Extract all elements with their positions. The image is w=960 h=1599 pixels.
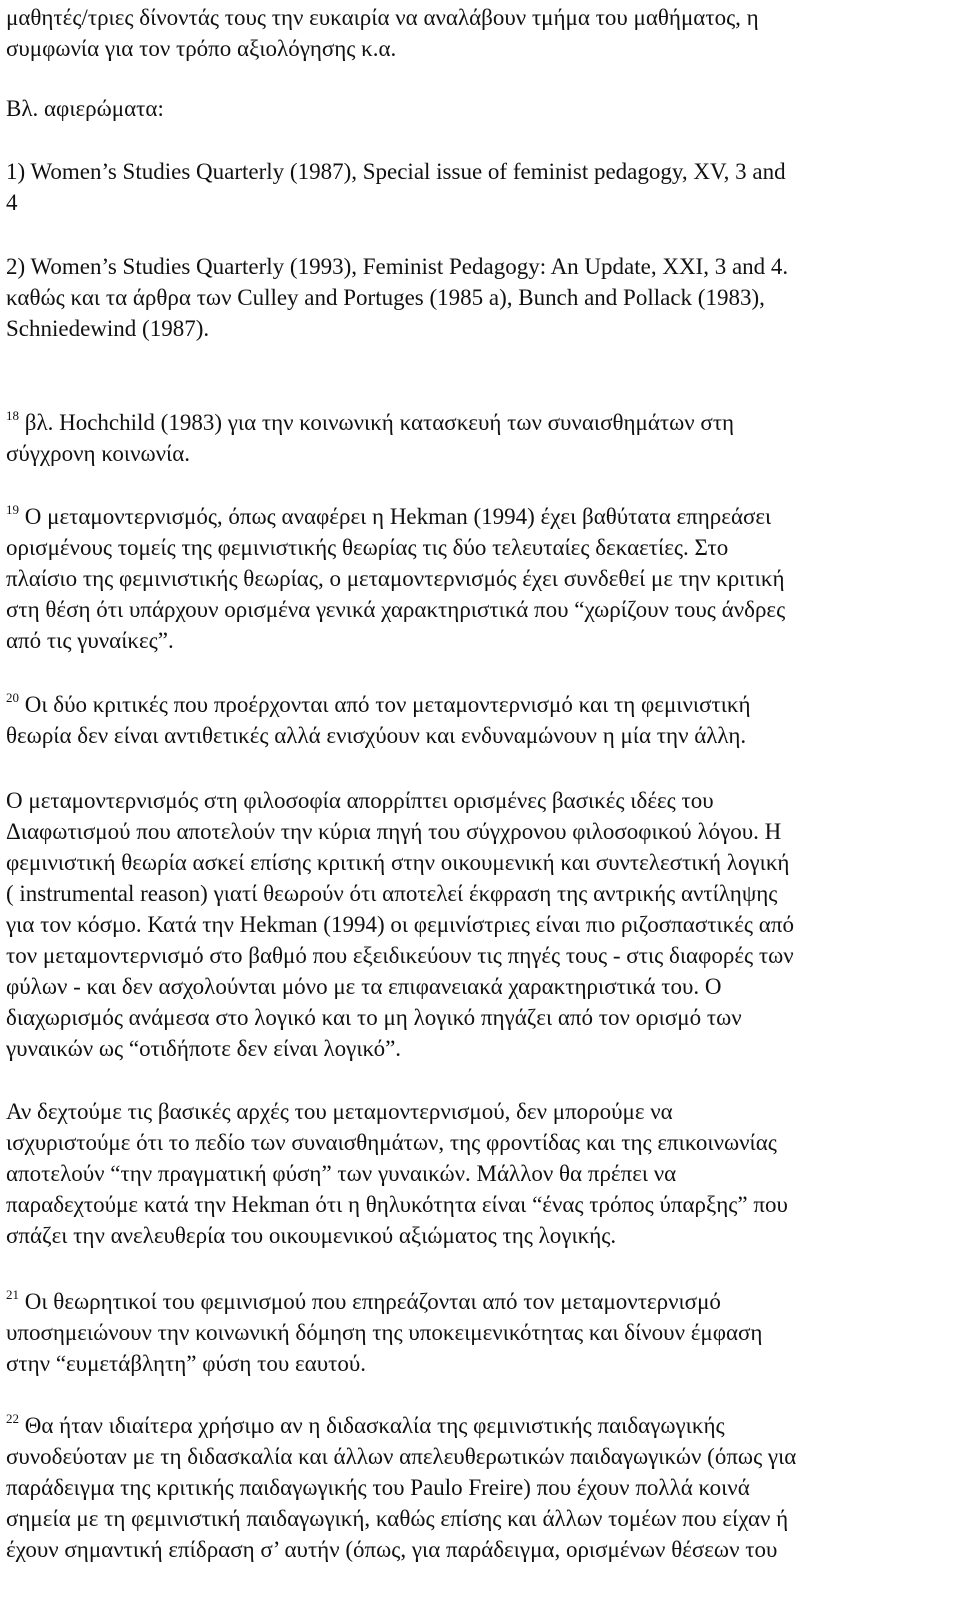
text-line [6, 689, 946, 720]
text-line: ορισμένους τομείς της φεμινιστικής θεωρίας τις δύο τελευταίες δεκαετίες. Στο [6, 535, 729, 560]
footnote-19 [6, 501, 946, 656]
text-line [6, 407, 946, 438]
text-line: συνοδεύοταν με τη διδασκαλία και άλλων απελευθερωτικών παιδαγωγικών (όπως για [6, 1444, 797, 1469]
text-segment: Ο μεταμοντερνισμός, όπως αναφέρει η Hekman (1994) έχει βαθύτατα επηρεάσει [19, 504, 772, 529]
text-line: από τις γυναίκες”. [6, 628, 174, 653]
text-line: αποτελούν “την πραγματική φύση” των γυναικών. Μάλλον θα πρέπει να [6, 1161, 677, 1186]
text-segment: Οι δύο κριτικές που προέρχονται από τον μεταμοντερνισμό και τη φεμινιστική [19, 692, 751, 717]
footnote-18 [6, 407, 946, 469]
text-line: καθώς και τα άρθρα των Culley and Portuges (1985 a), Bunch and Pollack (1983), [6, 285, 765, 310]
text-line: Ο μεταμοντερνισμός στη φιλοσοφία απορρίπτει ορισμένες βασικές ιδέες του [6, 788, 714, 813]
text-line: γυναικών ως “οτιδήποτε δεν είναι λογικό”. [6, 1036, 402, 1061]
footnote-number: 19 [6, 502, 19, 517]
text-line: φεμινιστική θεωρία ασκεί επίσης κριτική στην οικουμενική και συντελεστική λογική [6, 850, 790, 875]
text-line [6, 1286, 946, 1317]
text-line: Αν δεχτούμε τις βασικές αρχές του μεταμοντερνισμού, δεν μπορούμε να [6, 1099, 673, 1124]
text-line: 4 [6, 190, 18, 215]
footnote-number: 21 [6, 1287, 19, 1302]
text-line: 2) Women’s Studies Quarterly (1993), Feminist Pedagogy: An Update, XXI, 3 and 4. [6, 254, 789, 279]
text-line: Schniedewind (1987). [6, 316, 210, 341]
text-line: διαχωρισμός ανάμεσα στο λογικό και το μη λογικό πηγάζει από τον ορισμό των [6, 1005, 742, 1030]
text-line: στη θέση ότι υπάρχουν ορισμένα γενικά χαρακτηριστικά που “χωρίζουν τους άνδρες [6, 597, 786, 622]
text-line: συμφωνία για τον τρόπο αξιολόγησης κ.α. [6, 36, 397, 61]
paragraph-issue-2 [6, 251, 946, 344]
text-line: ( instrumental reason) γιατί θεωρούν ότι αποτελεί έκφραση της αντρικής αντίληψης [6, 881, 778, 906]
text-segment: Θα ήταν ιδιαίτερα χρήσιμο αν η διδασκαλία της φεμινιστικής παιδαγωγικής [19, 1413, 725, 1438]
text-line: 1) Women’s Studies Quarterly (1987), Special issue of feminist pedagogy, XV, 3 and [6, 159, 786, 184]
text-line [6, 1410, 946, 1441]
footnote-20 [6, 689, 946, 751]
text-line: στην “ευμετάβλητη” φύση του εαυτού. [6, 1351, 366, 1376]
paragraph-intro-end [6, 2, 946, 64]
text-line: φύλων - και δεν ασχολούνται μόνο με τα επιφανειακά χαρακτηριστικά του. Ο [6, 974, 722, 999]
text-line: σημεία με τη φεμινιστική παιδαγωγική, καθώς επίσης και άλλων τομέων που είχαν ή [6, 1506, 789, 1531]
paragraph-accept [6, 1096, 946, 1251]
text-segment: Οι θεωρητικοί του φεμινισμού που επηρεάζονται από τον μεταμοντερνισμό [19, 1289, 721, 1314]
text-line: θεωρία δεν είναι αντιθετικές αλλά ενισχύουν και ενδυναμώνουν η μία την άλλη. [6, 723, 747, 748]
text-line: παράδειγμα της κριτικής παιδαγωγικής του Paulo Freire) που έχουν πολλά κοινά [6, 1475, 750, 1500]
text-line: τον μεταμοντερνισμό στο βαθμό που εξειδικεύουν τις πηγές τους - στις διαφορές των [6, 943, 794, 968]
footnote-number: 22 [6, 1411, 19, 1426]
text-line [6, 501, 946, 532]
paragraph-issue-1 [6, 156, 946, 218]
text-line: Βλ. αφιερώματα: [6, 96, 164, 121]
text-line: υποσημειώνουν την κοινωνική δόμηση της υποκειμενικότητας και δίνουν έμφαση [6, 1320, 763, 1345]
text-line: παραδεχτούμε κατά την Hekman ότι η θηλυκότητα είναι “ένας τρόπος ύπαρξης” που [6, 1192, 788, 1217]
paragraph-postmodernism [6, 785, 946, 1064]
text-line: έχουν σημαντική επίδραση σ’ αυτήν (όπως, για παράδειγμα, ορισμένων θέσεων του [6, 1537, 778, 1562]
footnote-number: 18 [6, 408, 19, 423]
text-line: πλαίσιο της φεμινιστικής θεωρίας, ο μεταμοντερνισμός έχει συνδεθεί με την κριτική [6, 566, 785, 591]
text-line: Διαφωτισμού που αποτελούν την κύρια πηγή του σύγχρονου φιλοσοφικού λόγου. Η [6, 819, 782, 844]
paragraph-see-issues [6, 93, 946, 124]
text-line: σπάζει την ανελευθερία του οικουμενικού αξιώματος της λογικής. [6, 1223, 617, 1248]
footnote-22 [6, 1410, 946, 1565]
text-line: σύγχρονη κοινωνία. [6, 441, 191, 466]
text-line: ισχυριστούμε ότι το πεδίο των συναισθημάτων, της φροντίδας και της επικοινωνίας [6, 1130, 777, 1155]
text-segment: βλ. Hochchild (1983) για την κοινωνική κατασκευή των συναισθημάτων στη [19, 410, 735, 435]
text-line: για τον κόσμο. Κατά την Hekman (1994) οι φεμινίστριες είναι πιο ριζοσπαστικές από [6, 912, 794, 937]
footnote-number: 20 [6, 690, 19, 705]
text-line: μαθητές/τριες δίνοντάς τους την ευκαιρία να αναλάβουν τμήμα του μαθήματος, η [6, 5, 759, 30]
footnote-21 [6, 1286, 946, 1379]
